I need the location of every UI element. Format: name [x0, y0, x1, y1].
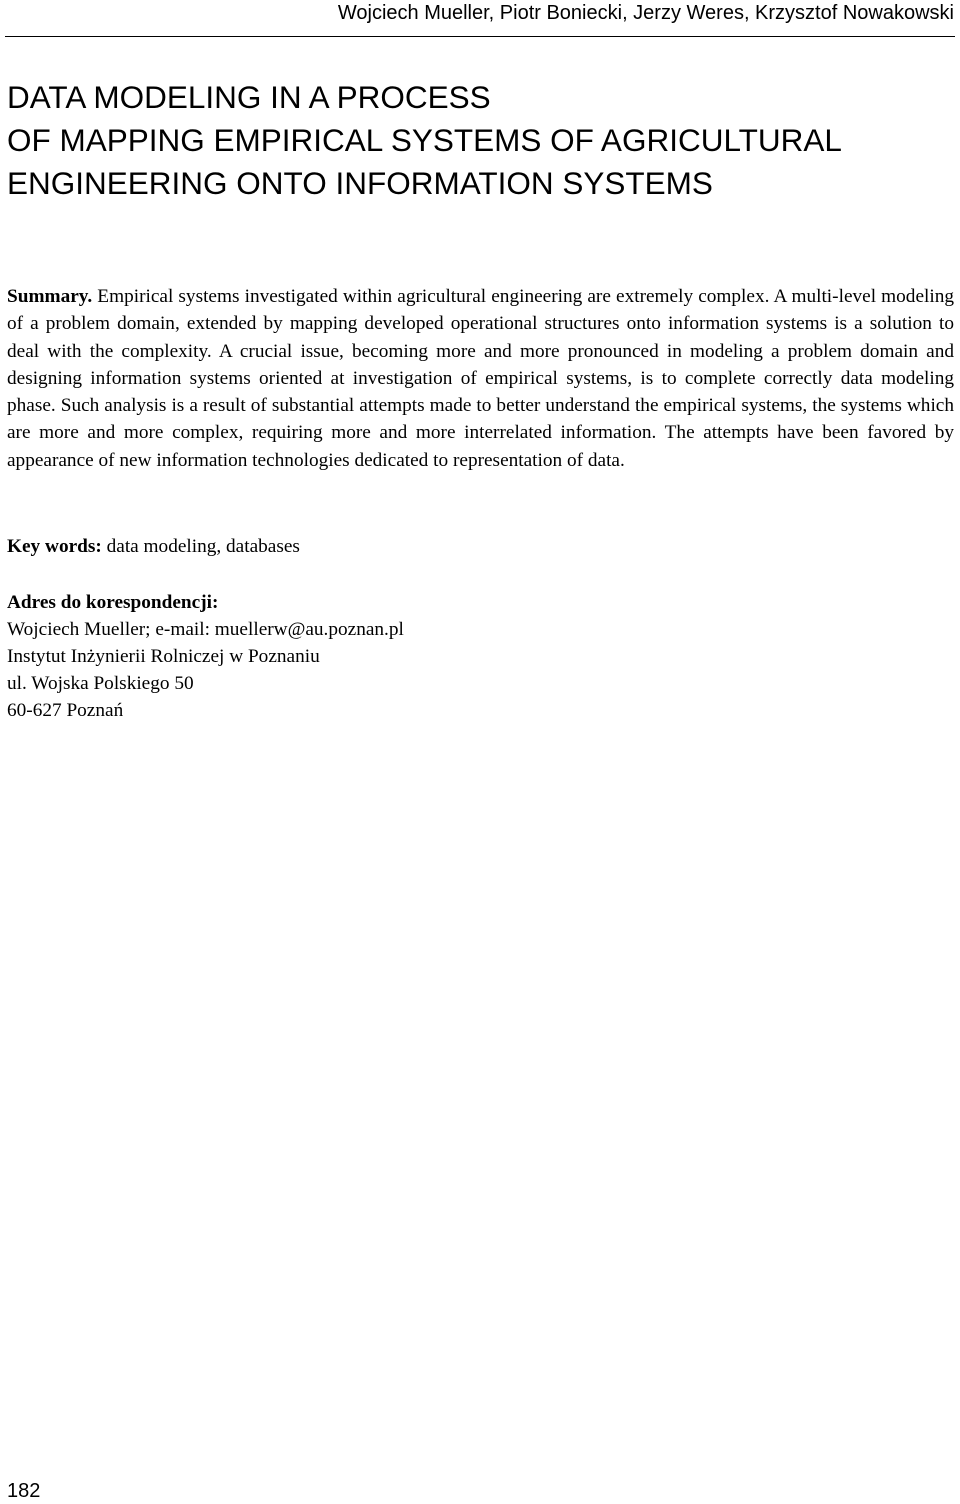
title-line: DATA MODELING IN A PROCESS [7, 79, 491, 115]
correspondence-line: ul. Wojska Polskiego 50 [7, 673, 194, 694]
summary-text: Empirical systems investigated within agricultural engineering are extremely complex. A multi-level modeling of a problem domain, extended by mapping developed operational structures onto information systems is a solution to deal with the complexity. A crucial issue, becoming more and more pronounced in modeling a problem domain and designing information systems oriented at investigation of empirical systems, is to complete correctly data modeling phase. Such analysis is a result of substantial attempts made to better understand the empirical systems, the systems which are more and more complex, requiring more and more interrelated information. The attempts have been favored by appearance of new information technologies dedicated to representation of data. [7, 286, 955, 471]
correspondence-label: Adres do korespondencji: [7, 592, 219, 613]
correspondence-block [7, 589, 954, 724]
summary-label: Summary. [7, 286, 93, 307]
keywords-text: data modeling, databases [106, 536, 300, 557]
paper-title [7, 76, 952, 205]
correspondence-line: Wojciech Mueller; e-mail: muellerw@au.poznan.pl [7, 619, 404, 640]
keywords-label: Key words: [7, 536, 102, 557]
header-rule [5, 36, 955, 37]
summary-paragraph [7, 283, 954, 474]
correspondence-line: Instytut Inżynierii Rolniczej w Poznaniu [7, 646, 320, 667]
page-number: 182 [7, 1480, 41, 1502]
title-line: ENGINEERING ONTO INFORMATION SYSTEMS [7, 165, 713, 201]
running-header-authors: Wojciech Mueller, Piotr Boniecki, Jerzy Weres, Krzysztof Nowakowski [337, 2, 954, 24]
keywords-paragraph [7, 533, 954, 560]
title-line: OF MAPPING EMPIRICAL SYSTEMS OF AGRICULTURAL [7, 122, 842, 158]
correspondence-line: 60-627 Poznań [7, 700, 124, 721]
